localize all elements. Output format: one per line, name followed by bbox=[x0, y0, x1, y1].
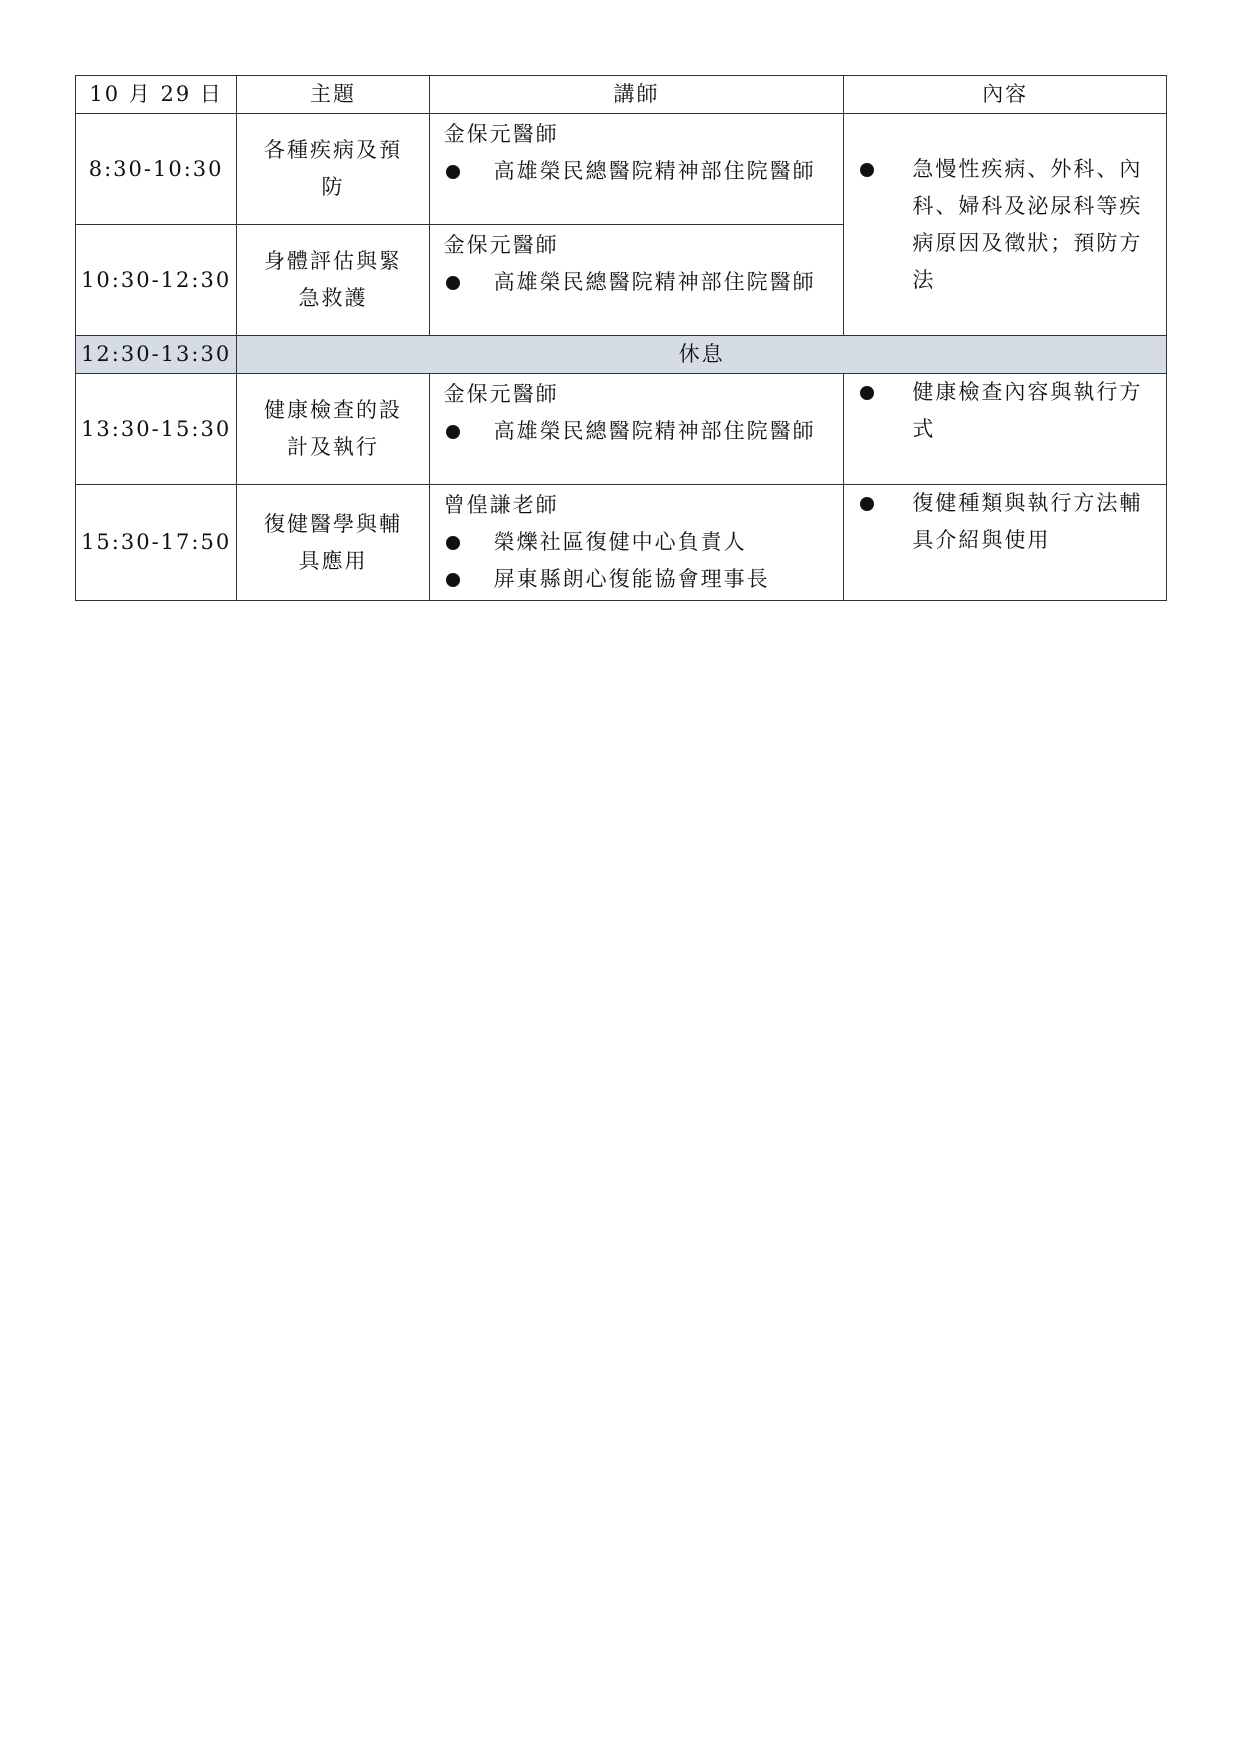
bullet-icon bbox=[446, 536, 460, 550]
lecturer-affiliation: 高雄榮民總醫院精神部住院醫師 bbox=[493, 419, 816, 443]
lecturer-name: 曾偟謙老師 bbox=[443, 493, 559, 517]
bullet-icon bbox=[446, 276, 460, 290]
session-content-cell bbox=[844, 114, 1167, 336]
list-item bbox=[856, 151, 1154, 299]
bullet-icon bbox=[446, 425, 460, 439]
content-text: 急慢性疾病、外科、內科、婦科及泌尿科等疾病原因及徵狀；預防方法 bbox=[912, 156, 1143, 292]
session-topic: 復健醫學與輔具應用 bbox=[237, 485, 429, 601]
table-row bbox=[76, 485, 1167, 601]
session-time: 8:30-10:30 bbox=[76, 114, 237, 225]
list-item bbox=[444, 561, 830, 598]
bullet-icon bbox=[446, 573, 460, 587]
content-text: 健康檢查內容與執行方式 bbox=[912, 380, 1143, 441]
list-item bbox=[444, 264, 830, 301]
session-lecturer-cell bbox=[429, 374, 844, 485]
session-lecturer-cell bbox=[429, 485, 844, 601]
list-item bbox=[444, 413, 830, 450]
session-content-cell bbox=[844, 374, 1167, 485]
table-row bbox=[76, 374, 1167, 485]
content-text: 復健種類與執行方法輔具介紹與使用 bbox=[912, 491, 1143, 552]
lecturer-name: 金保元醫師 bbox=[443, 122, 559, 146]
list-item bbox=[444, 524, 830, 561]
session-lecturer-cell bbox=[429, 114, 844, 225]
session-time: 13:30-15:30 bbox=[76, 374, 237, 485]
bullet-icon bbox=[860, 497, 874, 511]
course-schedule-table bbox=[75, 75, 1167, 601]
lecturer-affiliation: 高雄榮民總醫院精神部住院醫師 bbox=[493, 270, 816, 294]
session-lecturer-cell bbox=[429, 225, 844, 336]
session-time: 15:30-17:50 bbox=[76, 485, 237, 601]
list-item bbox=[444, 153, 830, 190]
break-row bbox=[76, 336, 1167, 374]
list-item bbox=[856, 374, 1154, 448]
break-label: 休息 bbox=[237, 336, 1167, 374]
header-topic: 主題 bbox=[237, 76, 429, 114]
lecturer-affiliation: 高雄榮民總醫院精神部住院醫師 bbox=[493, 159, 816, 183]
lecturer-name: 金保元醫師 bbox=[443, 233, 559, 257]
table-row bbox=[76, 114, 1167, 225]
session-topic: 各種疾病及預防 bbox=[237, 114, 429, 225]
bullet-icon bbox=[446, 165, 460, 179]
session-time: 10:30-12:30 bbox=[76, 225, 237, 336]
header-content: 內容 bbox=[844, 76, 1167, 114]
list-item bbox=[856, 485, 1154, 559]
session-topic: 身體評估與緊急救護 bbox=[237, 225, 429, 336]
bullet-icon bbox=[860, 163, 874, 177]
lecturer-name: 金保元醫師 bbox=[443, 382, 559, 406]
bullet-icon bbox=[860, 386, 874, 400]
break-time: 12:30-13:30 bbox=[76, 336, 237, 374]
lecturer-affiliation: 榮爍社區復健中心負責人 bbox=[493, 530, 747, 554]
header-lecturer: 講師 bbox=[429, 76, 844, 114]
header-row bbox=[76, 76, 1167, 114]
header-date: 10 月 29 日 bbox=[76, 76, 237, 114]
session-content-cell bbox=[844, 485, 1167, 601]
lecturer-affiliation: 屏東縣朗心復能協會理事長 bbox=[493, 567, 770, 591]
session-topic: 健康檢查的設計及執行 bbox=[237, 374, 429, 485]
